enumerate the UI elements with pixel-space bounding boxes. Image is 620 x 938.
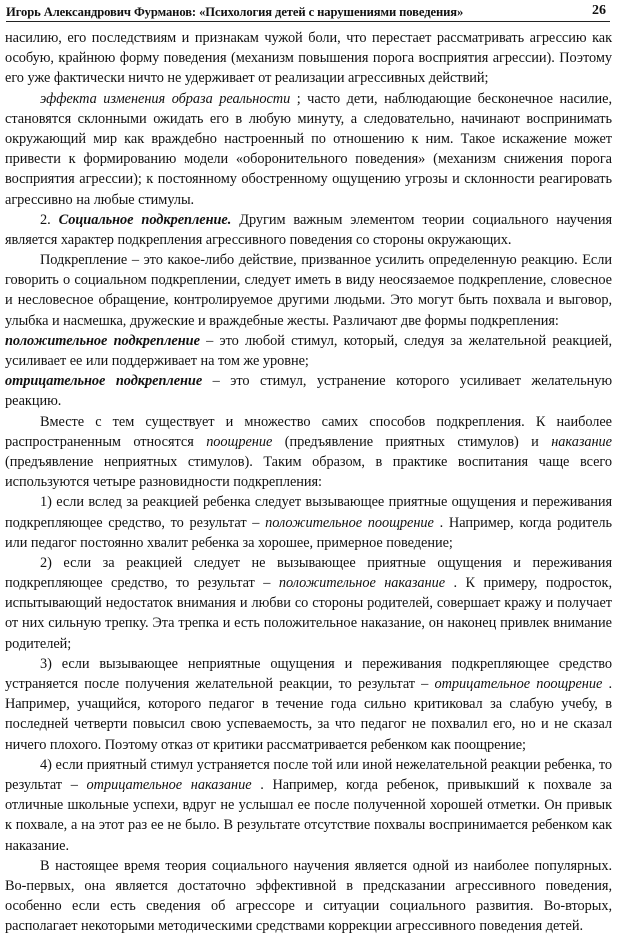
list-item: [5, 492, 612, 553]
paragraph-text: 4) если приятный стимул устраняется после той или иной нежелательной реакции ребенка, то результат –: [5, 756, 612, 793]
paragraph: [5, 210, 612, 250]
list-item: [5, 755, 612, 856]
paragraph-text: (предъявление приятных стимулов) и: [272, 433, 552, 450]
italic-term: поощрение: [206, 433, 273, 450]
body-text: [5, 28, 612, 936]
definition-text: – это любой стимул, который, следуя за желательной реакцией, усиливает ее или поддерживает на том же уровне;: [5, 332, 612, 369]
list-item: [5, 553, 612, 654]
paragraph: [5, 28, 612, 89]
paragraph-text: насилию, его последствиям и признакам чужой боли, что перестает рассматривать агрессию как особую, крайнюю форму поведения (механизм повышения порога восприятия агрессии). Поэтому его уже фактически ничто не удерживает от реализации агрессивных действий;: [5, 30, 612, 87]
italic-term: наказание: [551, 433, 612, 450]
paragraph-text: . Например, учащийся, которого педагог в течение года сильно критиковал за слабую учебу, в последней четверти повысил свою успеваемость, за что педагог не похвалил его, но и не сказал ничего плохого. Поэтому отказ от критики рассматривается ребенком как поощрение;: [5, 676, 612, 753]
paragraph-text: . Например, когда ребенок, привыкший к похвале за отличные школьные успехи, вдруг не услышал ее после полученной хорошей отметки. Он привык к похвале, а на этот раз ее не было. В результате отсутствие похвалы воспринимается ребенком как наказание.: [5, 776, 612, 854]
italic-term: отрицательное поощрение: [434, 676, 603, 692]
italic-term: положительное поощрение: [265, 514, 434, 531]
paragraph: [5, 250, 612, 331]
paragraph-text: 1) если вслед за реакцией ребенка следует вызывающее приятные ощущения и переживания подкрепляющее средство, то результат –: [5, 494, 612, 531]
paragraph: [5, 412, 612, 493]
definition: [5, 331, 612, 371]
paragraph-text: Вместе с тем существует и множество самих способов подкрепления. К наиболее распространенным относятся: [5, 413, 612, 450]
paragraph-text: 3) если вызывающее неприятные ощущения и переживания подкрепляющее средство устраняется после получения желательной реакции, то результат –: [5, 655, 612, 692]
paragraph: [5, 856, 612, 937]
paragraph: [5, 89, 612, 210]
section-term: Социальное подкрепление.: [58, 211, 232, 228]
paragraph-text: (предъявление неприятных стимулов). Таким образом, в практике воспитания чаще всего используются четыре разновидности подкрепления:: [5, 453, 612, 491]
definition-term: отрицательное подкрепление: [5, 373, 203, 390]
paragraph-text: Другим важным элементом теории социального научения является характер подкрепления агрессивного поведения со стороны окружающих.: [5, 211, 612, 248]
definition: [5, 371, 612, 411]
paragraph-text: . Например, когда родитель или педагог постоянно хвалит ребенка за хорошее, примерное поведение;: [5, 514, 612, 551]
paragraph-text: 2) если за реакцией следует не вызывающее приятные ощущения и переживания подкрепляющее средство, то результат –: [5, 554, 612, 592]
definition-text: – это стимул, устранение которого усиливает желательную реакцию.: [5, 373, 612, 410]
list-number: 2.: [40, 211, 59, 228]
paragraph-text: В настоящее время теория социального научения является одной из наиболее популярных. Во-первых, она является достаточно эффективной в предсказании агрессивного поведения, особенно если есть сведения об агрессоре и ситуации социального развития. Во-вторых, располагает некоторыми методическими средствами коррекции агрессивного поведения детей.: [5, 857, 612, 935]
paragraph-text: Подкрепление – это какое-либо действие, призванное усилить определенную реакцию. Если говорить о социальном подкреплении, следует иметь в виду неосязаемое подкрепление, словесное и несловесное обращение, контролируемое другими людьми. Это могут быть похвала и выговор, улыбка и насмешка, дружеские и враждебные жесты. Различают две формы подкрепления:: [5, 252, 612, 329]
italic-term: эффекта изменения образа реальности: [40, 90, 291, 107]
paragraph-text: . К примеру, подросток, испытывающий недостаток внимания и любви со стороны родителей, совершает кражу и получает от них сильную трепку. Эта трепка и есть положительное наказание, он наконец привлек внимание родителей;: [5, 575, 612, 652]
list-item: [5, 654, 612, 755]
paragraph-text: ; часто дети, наблюдающие бесконечное насилие, становятся склонными ожидать его в любую минуту, а следовательно, начинают воспринимать окружающий мир как враждебно настроенный по отношению к ним. Такое искажение может привести к формированию модели «оборонительного поведения» (механизм снижения порога восприятия агрессии); к постоянному обостренному ощущению угрозы и склонности реагировать агрессивно на любые стимулы.: [5, 90, 612, 208]
definition-term: положительное подкрепление: [5, 332, 200, 349]
italic-term: положительное наказание: [278, 575, 446, 592]
header-title: Игорь Александрович Фурманов: «Психология детей с нарушениями поведения»: [6, 5, 464, 19]
running-header: [6, 3, 610, 22]
italic-term: отрицательное наказание: [86, 776, 252, 793]
page-number: 26: [592, 3, 606, 18]
